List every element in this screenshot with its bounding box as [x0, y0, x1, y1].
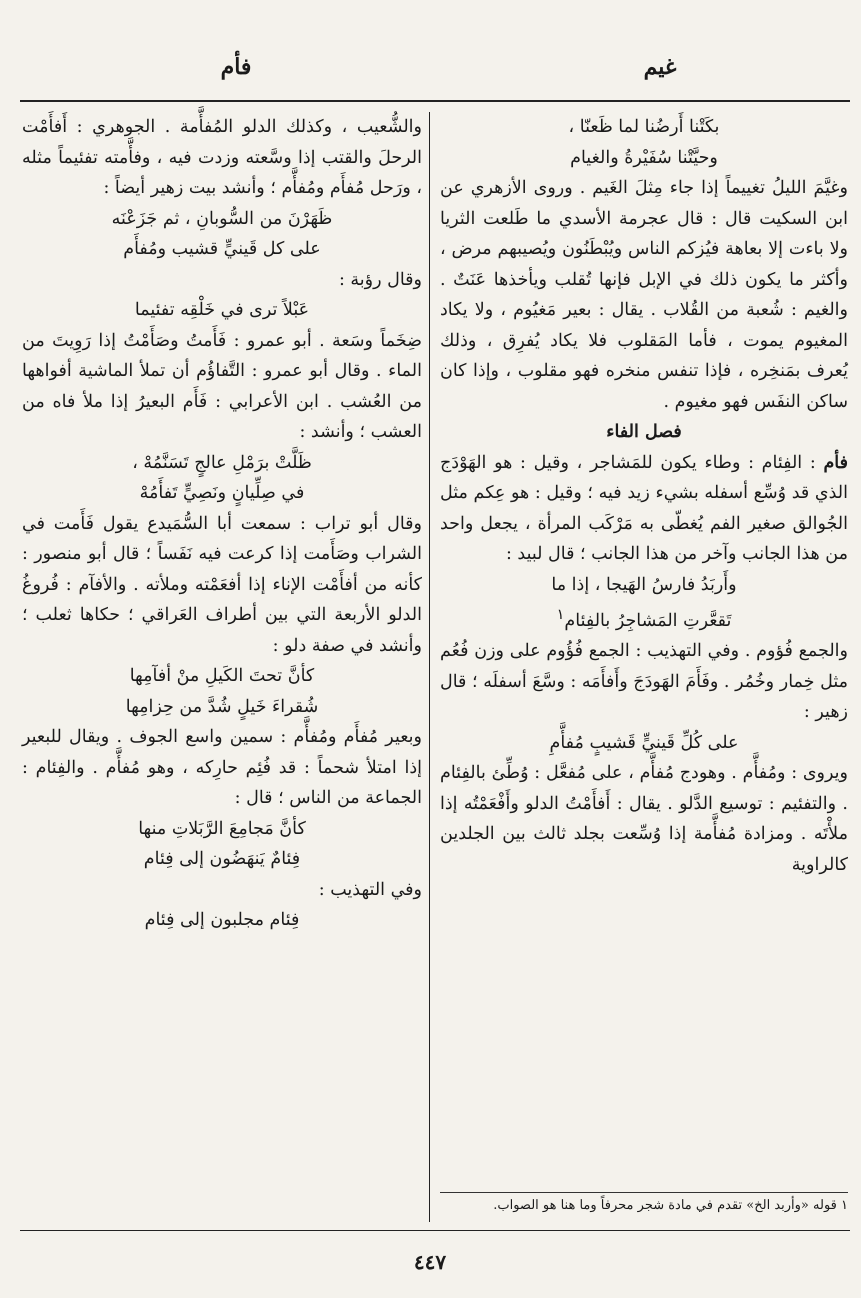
- running-head-right: غيم: [643, 54, 677, 80]
- footnote-marker: ١: [556, 606, 565, 623]
- entry-text: : الفِئام : وطاء يكون للمَشاجر ، وقيل : هو الهَوْدَج الذي قد وُسِّع أسفله بشيء زيد فيه ؛ وقيل : هو عِكم مثل الجُوالق صغير الفم يُغطّى به مَرْكَب المرأة ، يجعل واحد من هذا الجانب وآخر من هذا الجانب ؛ قال لبيد :: [440, 452, 848, 564]
- verse: ظَلَّتْ برَمْلِ عالجٍ تَسَنَّمُهْ ،: [132, 452, 312, 473]
- verse: وأَربَدُ فارسُ الهَيجا ، إذا ما: [551, 574, 737, 595]
- verse: ظَهَرْنَ من السُّوبانِ ، ثم جَزَعْنَه: [111, 208, 333, 229]
- section-title: فصل الفاء: [606, 422, 682, 442]
- footer-divider: [20, 1230, 850, 1231]
- verse-with-note: [440, 600, 848, 636]
- verse: شُقراءَ خَيلٍ شُدَّ من حِزامِها: [125, 696, 319, 717]
- verse: على كُلِّ قَينيٍّ قَشيبٍ مُفأَّمِ: [549, 732, 739, 753]
- paragraph: والشُّعيب ، وكذلك الدلو المُفأَّمة . الجوهري : أَفأَمْت الرحلَ والقتب إذا وسَّعته وزدت فيه ، وفأَّمته تفئيماً مثله ، ورَحل مُفأَم ومُفأَّم ؛ وأنشد بيت زهير أيضاً :: [22, 117, 422, 198]
- verse-text: تَقعَّرتِ المَشاجِرُ بالفِئام: [564, 610, 732, 631]
- left-column: [22, 112, 422, 936]
- verse: وحيَّتْنا سُفَيْرةُ والغيام: [570, 147, 718, 168]
- paragraph: ويروى : ومُفأَّم . وهودج مُفأَّم ، على مُفعَّل : وُطِّئ بالفِئام . والتفئيم : توسيع الدَّلو . يقال : أَفأَمْتُ الدلو وأَفْعَمْتُه إذا ملأْتَه . ومزادة مُفأَّمة إذا وُسِّعت بجلد ثالث بين الجلدين كالراوية: [440, 763, 848, 875]
- running-head-left: فأم: [220, 54, 252, 80]
- page-number: ٤٤٧: [413, 1250, 447, 1274]
- entry-headword: فأم: [823, 452, 848, 473]
- paragraph: والجمع فُؤوم . وفي التهذيب : الجمع فُؤُوم على وزن فُعُم مثل خِمار وخُمُر . وفَأَمَ الهَودَجَ وأَفأَمَه : وسَّعَ أسفلَه ؛ قال زهير :: [440, 641, 848, 723]
- paragraph: وبعير مُفأَم ومُفأَّم : سمين واسع الجوف . ويقال للبعير إذا امتلأ شحماً : قد فُئِم حارِكه ، وهو مُفأَّم . والفِئام : الجماعة من الناس ؛ قال :: [22, 727, 422, 808]
- paragraph: ضِخَماً وسَعة . أبو عمرو : فَأَمتُ وصَأَمْتُ إذا رَوِيتَ من الماء . وقال أبو عمرو : التَّفاؤُم أن تملأ الماشية أفواهها من العُشب . ابن الأعرابي : فَأَم البعيرُ إذا ملأ فاه من العشب ؛ وأنشد :: [22, 330, 422, 442]
- verse: بكَتْنا أَرضُنا لما ظَعنّا ،: [568, 117, 720, 137]
- verse: فِئامٌ يَنهَضُون إلى فِئام: [143, 849, 301, 869]
- paragraph: وفي التهذيب :: [318, 879, 422, 900]
- footnote: ١ قوله «وأربد الخ» تقدم في مادة شجر محرفاً وما هنا هو الصواب.: [440, 1192, 848, 1216]
- verse: كأنَّ مَجامِعَ الرَّبَلاتِ منها: [138, 818, 306, 839]
- paragraph: وقال أبو تراب : سمعت أبا السُّمَيدع يقول فَأَمت في الشراب وصَأَمت إذا كرعت فيه نَفَساً ؛ قال أبو منصور : كأنه من أفأَمْت الإناء إذا أفعَمْته وملأته . والأفآم : فُروغُ الدلو الأربعة التي بين أطراف العَراقي ؛ حكاها ثعلب ؛ وأنشد في صفة دلو :: [22, 513, 422, 656]
- verse: فِئام مجلبون إلى فِئام: [144, 910, 300, 930]
- verse: في صِلِّيانٍ ونَصِيٍّ تَفأَمُهْ: [139, 483, 305, 503]
- verse: على كل قَينيٍّ قشيب ومُفأَم: [123, 239, 321, 259]
- column-divider: [429, 112, 430, 1222]
- entry-paragraph: [440, 448, 848, 570]
- paragraph: وغيَّمَ الليلُ تغييماً إذا جاء مِثلَ الغَيم . وروى الأزهري عن ابن السكيت قال : قال عجرمة الأسدي ما طَلعت الثريا ولا باءت إلا بعاهة فيُزكم الناس ويُبْطَنُون ويُصيبهم مرض ، وأكثر ما يكون ذلك في الإبل فإنها تُقلب ويأخذها عَنَتٌ . والغيم : شُعبة من القُلاب . يقال : بعير مَغيُوم ، ولا يكاد المغيوم يموت ، فأما المَقلوب فلا يكاد يُفرِق ، وذلك يُعرف بمَنخِره ، فإذا تنفس منخره فهو مقلوب ، وإذا كان ساكن النفَس فهو مغيوم .: [440, 178, 848, 412]
- verse: عَبْلاً ترى في خَلْقِه تفئيما: [134, 300, 310, 320]
- header-divider: [20, 100, 850, 102]
- right-column: [440, 112, 848, 880]
- verse: كأنَّ تحتَ الكَيلِ منْ أفآمِها: [129, 666, 315, 686]
- paragraph: وقال رؤبة :: [338, 269, 422, 290]
